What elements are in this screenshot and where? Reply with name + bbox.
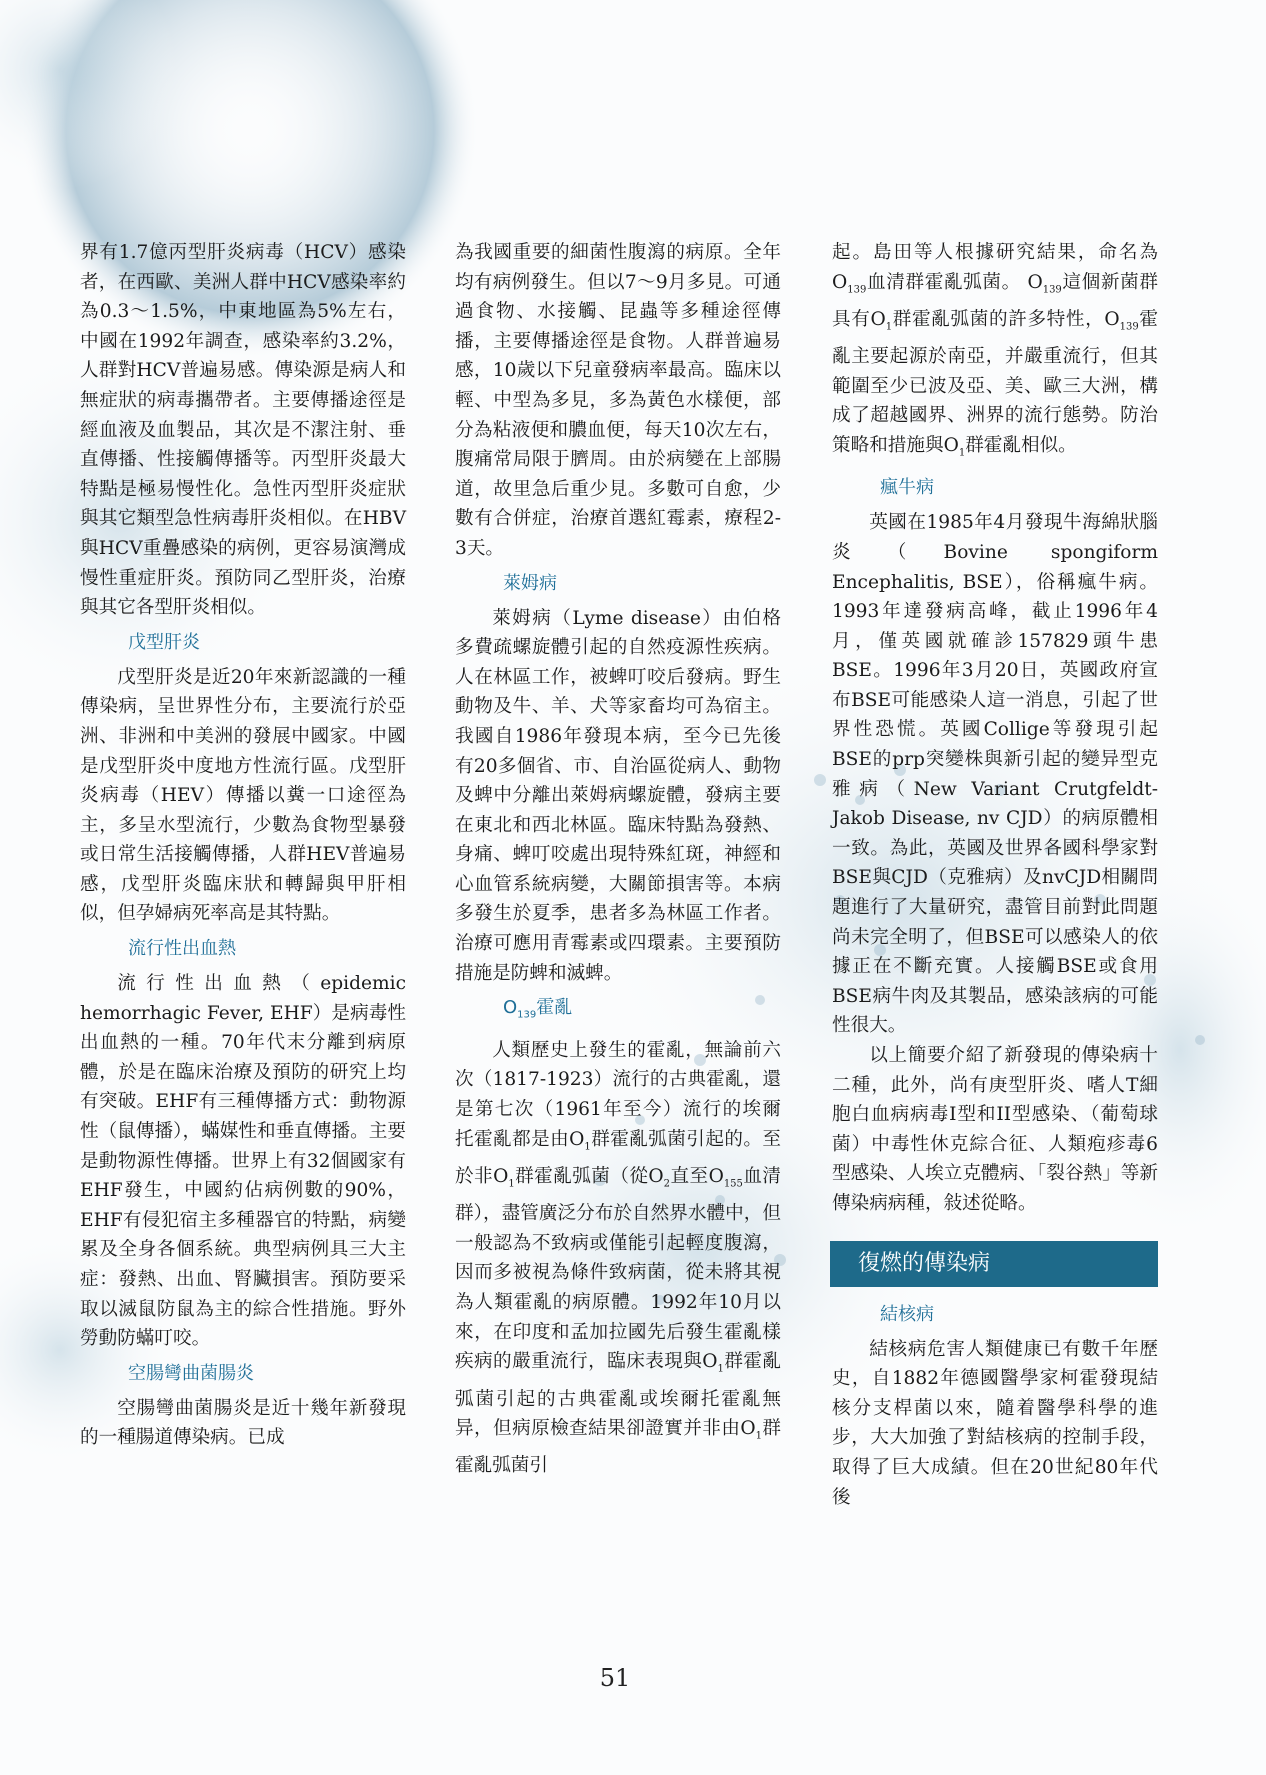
paragraph-o139-cont: 起。島田等人根據研究結果，命名為$O_{139}$血清群霍亂弧菌。 $O_{139}$這個新菌群具有$O_1$群霍亂弧菌的許多特性，$O_{139}$霍亂主要起源於南亞，并嚴重流行，但其範圍至少已波及亞、美、歐三大洲，構成了超越國界、洲界的流行態勢。防治策略和措施與$O_1$群霍亂相似。	[832, 242, 1158, 459]
text-column-2	[455, 238, 781, 1481]
heading-tuberculosis: 結核病	[880, 1303, 934, 1325]
heading-mad-cow-disease: 瘋牛病	[880, 477, 934, 499]
text-column-3	[832, 238, 1158, 1512]
heading-hepatitis-e: 戊型肝炎	[128, 631, 200, 653]
paragraph-o139-cholera: 人類歷史上發生的霍亂，無論前六次（1817-1923）流行的古典霍亂，還是第七次（1961年至今）流行的埃爾托霍亂都是由$O_1$群霍亂弧菌引起的。至於非$O_1$群霍亂弧菌（從$O_2$直至$O_{155}$血清群），盡管廣泛分布於自然界水體中，但一般認為不致病或僅能引起輕度腹瀉，因而多被視為條件致病菌，從未將其視為人類霍亂的病原體。1992年10月以來，在印度和孟加拉國先后發生霍亂樣疾病的嚴重流行，臨床表現與$O_1$群霍亂弧菌引起的古典霍亂或埃爾托霍亂無异，但病原檢查結果卻證實并非由$O_1$群霍亂弧菌引	[455, 1039, 781, 1477]
page-number: 51	[599, 1664, 631, 1692]
heading-o139-cholera: $O_{139}$霍亂	[503, 997, 573, 1021]
paragraph-hemorrhagic-fever: 流行性出血熱（epidemic hemorrhagic Fever, EHF）是病毒性出血熱的一種。70年代末分離到病原體，於是在臨床治療及預防的研究上均有突破。EHF有三種傳播方式：動物源性（鼠傳播），蟎媒性和垂直傳播。主要是動物源性傳播。世界上有32個國家有EHF發生，中國約佔病例數的90%，EHF有侵犯宿主多種器官的特點，病變累及全身各個系統。典型病例具三大主症：發熱、出血、腎臟損害。預防要采取以滅鼠防鼠為主的綜合性措施。野外勞動防蟎叮咬。	[80, 973, 406, 1350]
paragraph-summary: 以上簡要介紹了新發現的傳染病十二種，此外，尚有庚型肝炎、嗜人T細胞白血病病毒I型和II型感染、（葡萄球菌）中毒性休克綜合征、人類疱疹毒6型感染、人埃立克體病、「裂谷熱」等新傳染病病種，敍述從略。	[832, 1045, 1158, 1214]
section-banner-reemerging: 復燃的傳染病	[830, 1241, 1158, 1287]
heading-lyme-disease: 萊姆病	[503, 572, 557, 594]
heading-hemorrhagic-fever: 流行性出血熱	[128, 938, 236, 960]
heading-campylobacter: 空腸彎曲菌腸炎	[128, 1362, 254, 1384]
paragraph-campylobacter-cont: 為我國重要的細菌性腹瀉的病原。全年均有病例發生。但以7～9月多見。可通過食物、水接觸、昆蟲等多種途徑傳播，主要傳播途徑是食物。人群普遍易感，10歲以下兒童發病率最高。臨床以輕、中型為多見，多為黃色水樣便，部分為粘液便和膿血便，每天10次左右，腹痛常局限于臍周。由於病變在上部腸道，故里急后重少見。多數可自愈，少數有合併症，治療首選紅霉素，療程2-3天。	[455, 242, 781, 559]
text-column-1	[80, 238, 406, 1453]
paragraph-hcv: 界有1.7億丙型肝炎病毒（HCV）感染者，在西歐、美洲人群中HCV感染率約為0.3～1.5%，中東地區為5%左右，中國在1992年調查，感染率約3.2%，人群對HCV普遍易感。傳染源是病人和無症狀的病毒攜帶者。主要傳播途徑是經血液及血製品，其次是不潔注射、垂直傳播、性接觸傳播等。丙型肝炎最大特點是極易慢性化。急性丙型肝炎症狀與其它類型急性病毒肝炎相似。在HBV與HCV重疊感染的病例，更容易演灣成慢性重症肝炎。預防同乙型肝炎，治療與其它各型肝炎相似。	[80, 242, 406, 619]
paragraph-hepatitis-e: 戊型肝炎是近20年來新認識的一種傳染病，呈世界性分布，主要流行於亞洲、非洲和中美洲的發展中國家。中國是戊型肝炎中度地方性流行區。戊型肝炎病毒（HEV）傳播以糞一口途徑為主，多呈水型流行，少數為食物型暴發或日常生活接觸傳播，人群HEV普遍易感，戊型肝炎臨床狀和轉歸與甲肝相似，但孕婦病死率高是其特點。	[80, 666, 406, 925]
paragraph-mad-cow-disease: 英國在1985年4月發現牛海綿狀腦炎（Bovine spongiform Encephalitis, BSE），俗稱瘋牛病。1993年達發病高峰，截止1996年4月，僅英國就確診157829頭牛患BSE。1996年3月20日，英國政府宣布BSE可能感染人這一消息，引起了世界性恐慌。英國Collige等發現引起BSE的prp突變株與新引起的變异型克雅病（New Variant Crutgfeldt-Jakob Disease, nv CJD）的病原體相一致。為此，英國及世界各國科學家對BSE與CJD（克雅病）及nvCJD相關問題進行了大量研究，盡管目前對此問題尚未完全明了，但BSE可以感染人的依據正在不斷充實。人接觸BSE或食用BSE病牛肉及其製品，感染該病的可能性很大。	[832, 512, 1158, 1037]
paragraph-tuberculosis: 結核病危害人類健康已有數千年歷史，自1882年德國醫學家柯霍發現結核分支桿菌以來，隨着醫學科學的進步，大大加強了對結核病的控制手段，取得了巨大成績。但在20世紀80年代後	[832, 1338, 1158, 1508]
paragraph-campylobacter: 空腸彎曲菌腸炎是近十幾年新發現的一種腸道傳染病。已成	[80, 1397, 406, 1449]
paragraph-lyme-disease: 萊姆病（Lyme disease）由伯格多費疏螺旋體引起的自然疫源性疾病。人在林區工作，被蜱叮咬后發病。野生動物及牛、羊、犬等家畜均可為宿主。我國自1986年發現本病，至今已先後有20多個省、市、自治區從病人、動物及蜱中分離出萊姆病螺旋體，發病主要在東北和西北林區。臨床特點為發熱、身痛、蜱叮咬處出現特殊紅斑，神經和心血管系統病變，大關節損害等。本病多發生於夏季，患者多為林區工作者。治療可應用青霉素或四環素。主要預防措施是防蜱和滅蜱。	[455, 607, 781, 984]
